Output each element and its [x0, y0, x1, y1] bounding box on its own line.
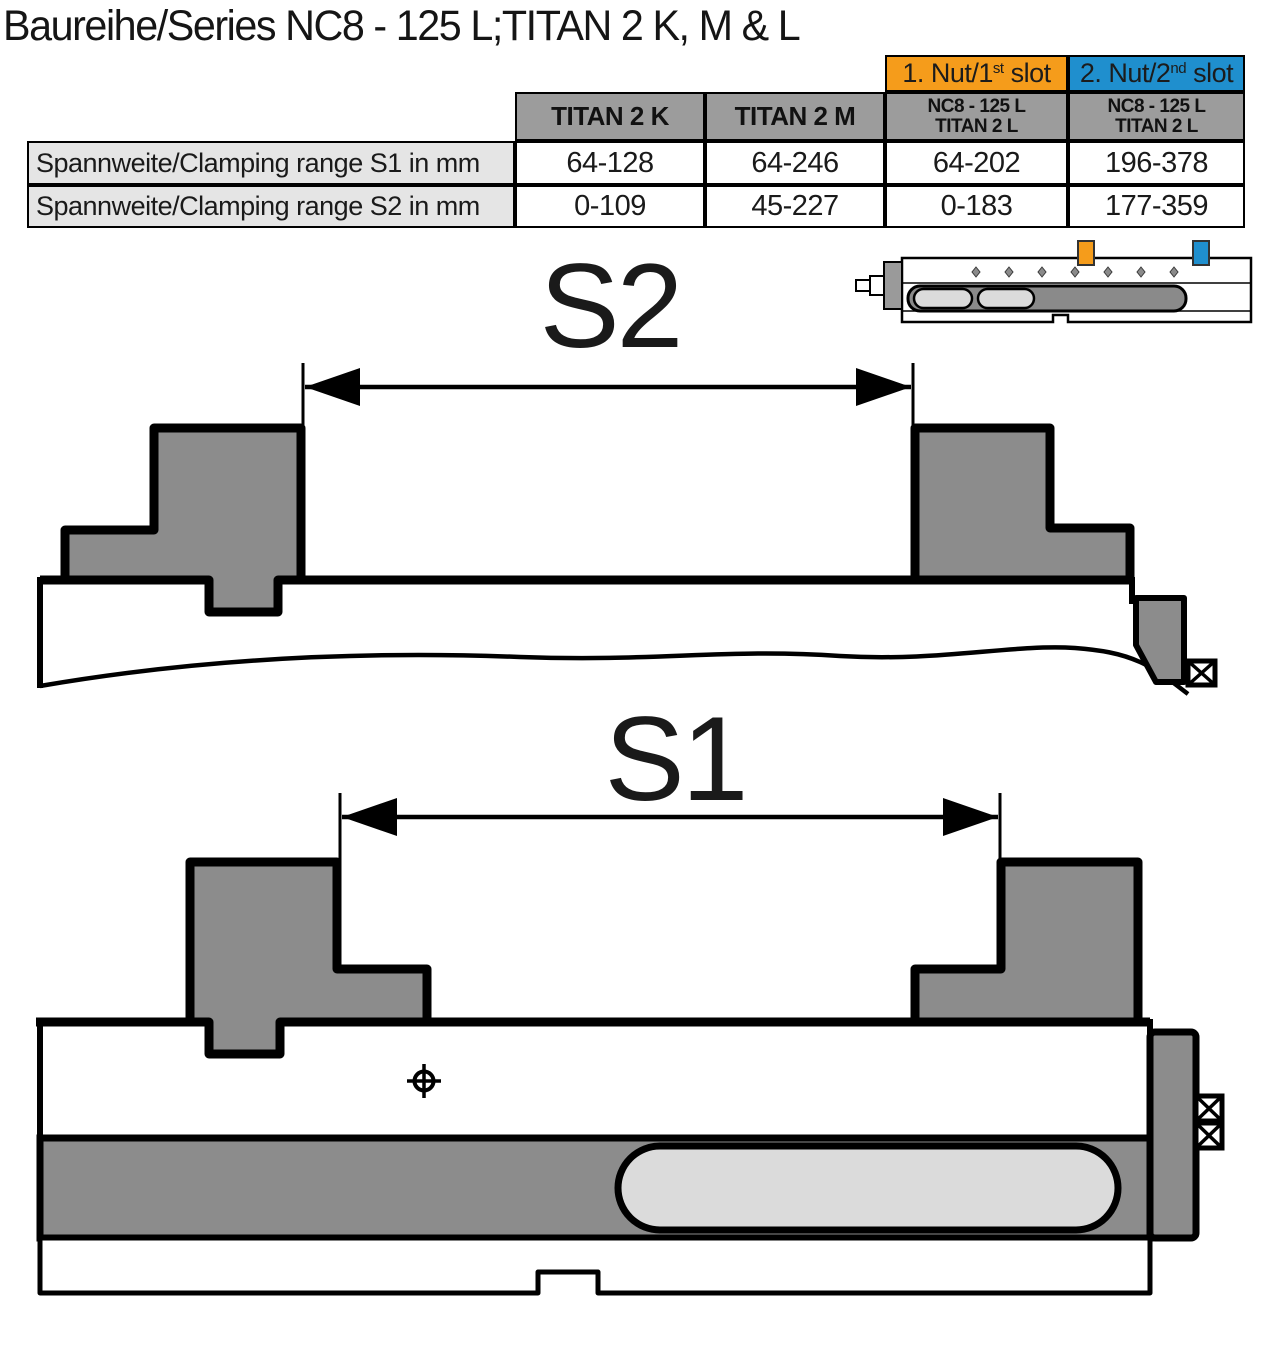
mini-side-view-diagram	[856, 241, 1251, 322]
s2-left-jaw	[65, 428, 301, 612]
value-s1-slot1: 64-202	[885, 141, 1068, 185]
slot2-header-text: 2. Nut/2nd slot	[1079, 58, 1234, 88]
column-header-line1: NC8 - 125 L	[927, 95, 1026, 117]
slot1-orange-marker	[1078, 241, 1094, 265]
column-header-line2: TITAN 2 L	[935, 115, 1018, 137]
s1-right-jaw	[915, 862, 1138, 1022]
page-title: Baureihe/Series NC8 - 125 L;TITAN 2 K, M & L	[3, 2, 800, 50]
s2-break-line	[40, 647, 1188, 694]
s1-vise-body	[36, 1022, 1150, 1293]
value-s1-titan2k: 64-128	[515, 141, 705, 185]
s1-dimension-label: S1	[604, 692, 746, 826]
s2-dimension-arrow	[305, 368, 911, 406]
column-header-line1: NC8 - 125 L	[1107, 95, 1206, 117]
s1-left-jaw	[190, 862, 427, 1054]
row-label-s2: Spannweite/Clamping range S2 in mm	[27, 185, 515, 228]
s2-end-plate	[1136, 598, 1184, 682]
row-label-s1: Spannweite/Clamping range S1 in mm	[27, 141, 515, 185]
mini-slot-2	[978, 289, 1034, 308]
s2-spindle-end-symbol	[1188, 661, 1215, 685]
mini-slot-1	[914, 289, 972, 308]
column-header-titan2m: TITAN 2 M	[705, 92, 885, 141]
value-s2-slot1: 0-183	[885, 185, 1068, 228]
s2-right-jaw	[915, 428, 1130, 580]
value-s1-slot2: 196-378	[1068, 141, 1245, 185]
s1-drawing	[36, 692, 1222, 1293]
value-s1-titan2m: 64-246	[705, 141, 885, 185]
column-header-titan2k: TITAN 2 K	[515, 92, 705, 141]
slot1-header-text: 1. Nut/1st slot	[902, 58, 1051, 88]
mini-spindle	[856, 262, 902, 309]
slot2-blue-marker	[1193, 241, 1209, 265]
column-header-line2: TITAN 2 L	[1115, 115, 1198, 137]
s1-spindle-end-symbol	[1196, 1096, 1222, 1148]
s1-end-plate	[1150, 1032, 1196, 1238]
s2-dimension-label: S2	[539, 239, 681, 373]
s1-slide-slot	[618, 1146, 1118, 1230]
value-s2-slot2: 177-359	[1068, 185, 1245, 228]
s1-bottom-strip	[40, 1238, 1150, 1293]
value-s2-titan2k: 0-109	[515, 185, 705, 228]
value-s2-titan2m: 45-227	[705, 185, 885, 228]
